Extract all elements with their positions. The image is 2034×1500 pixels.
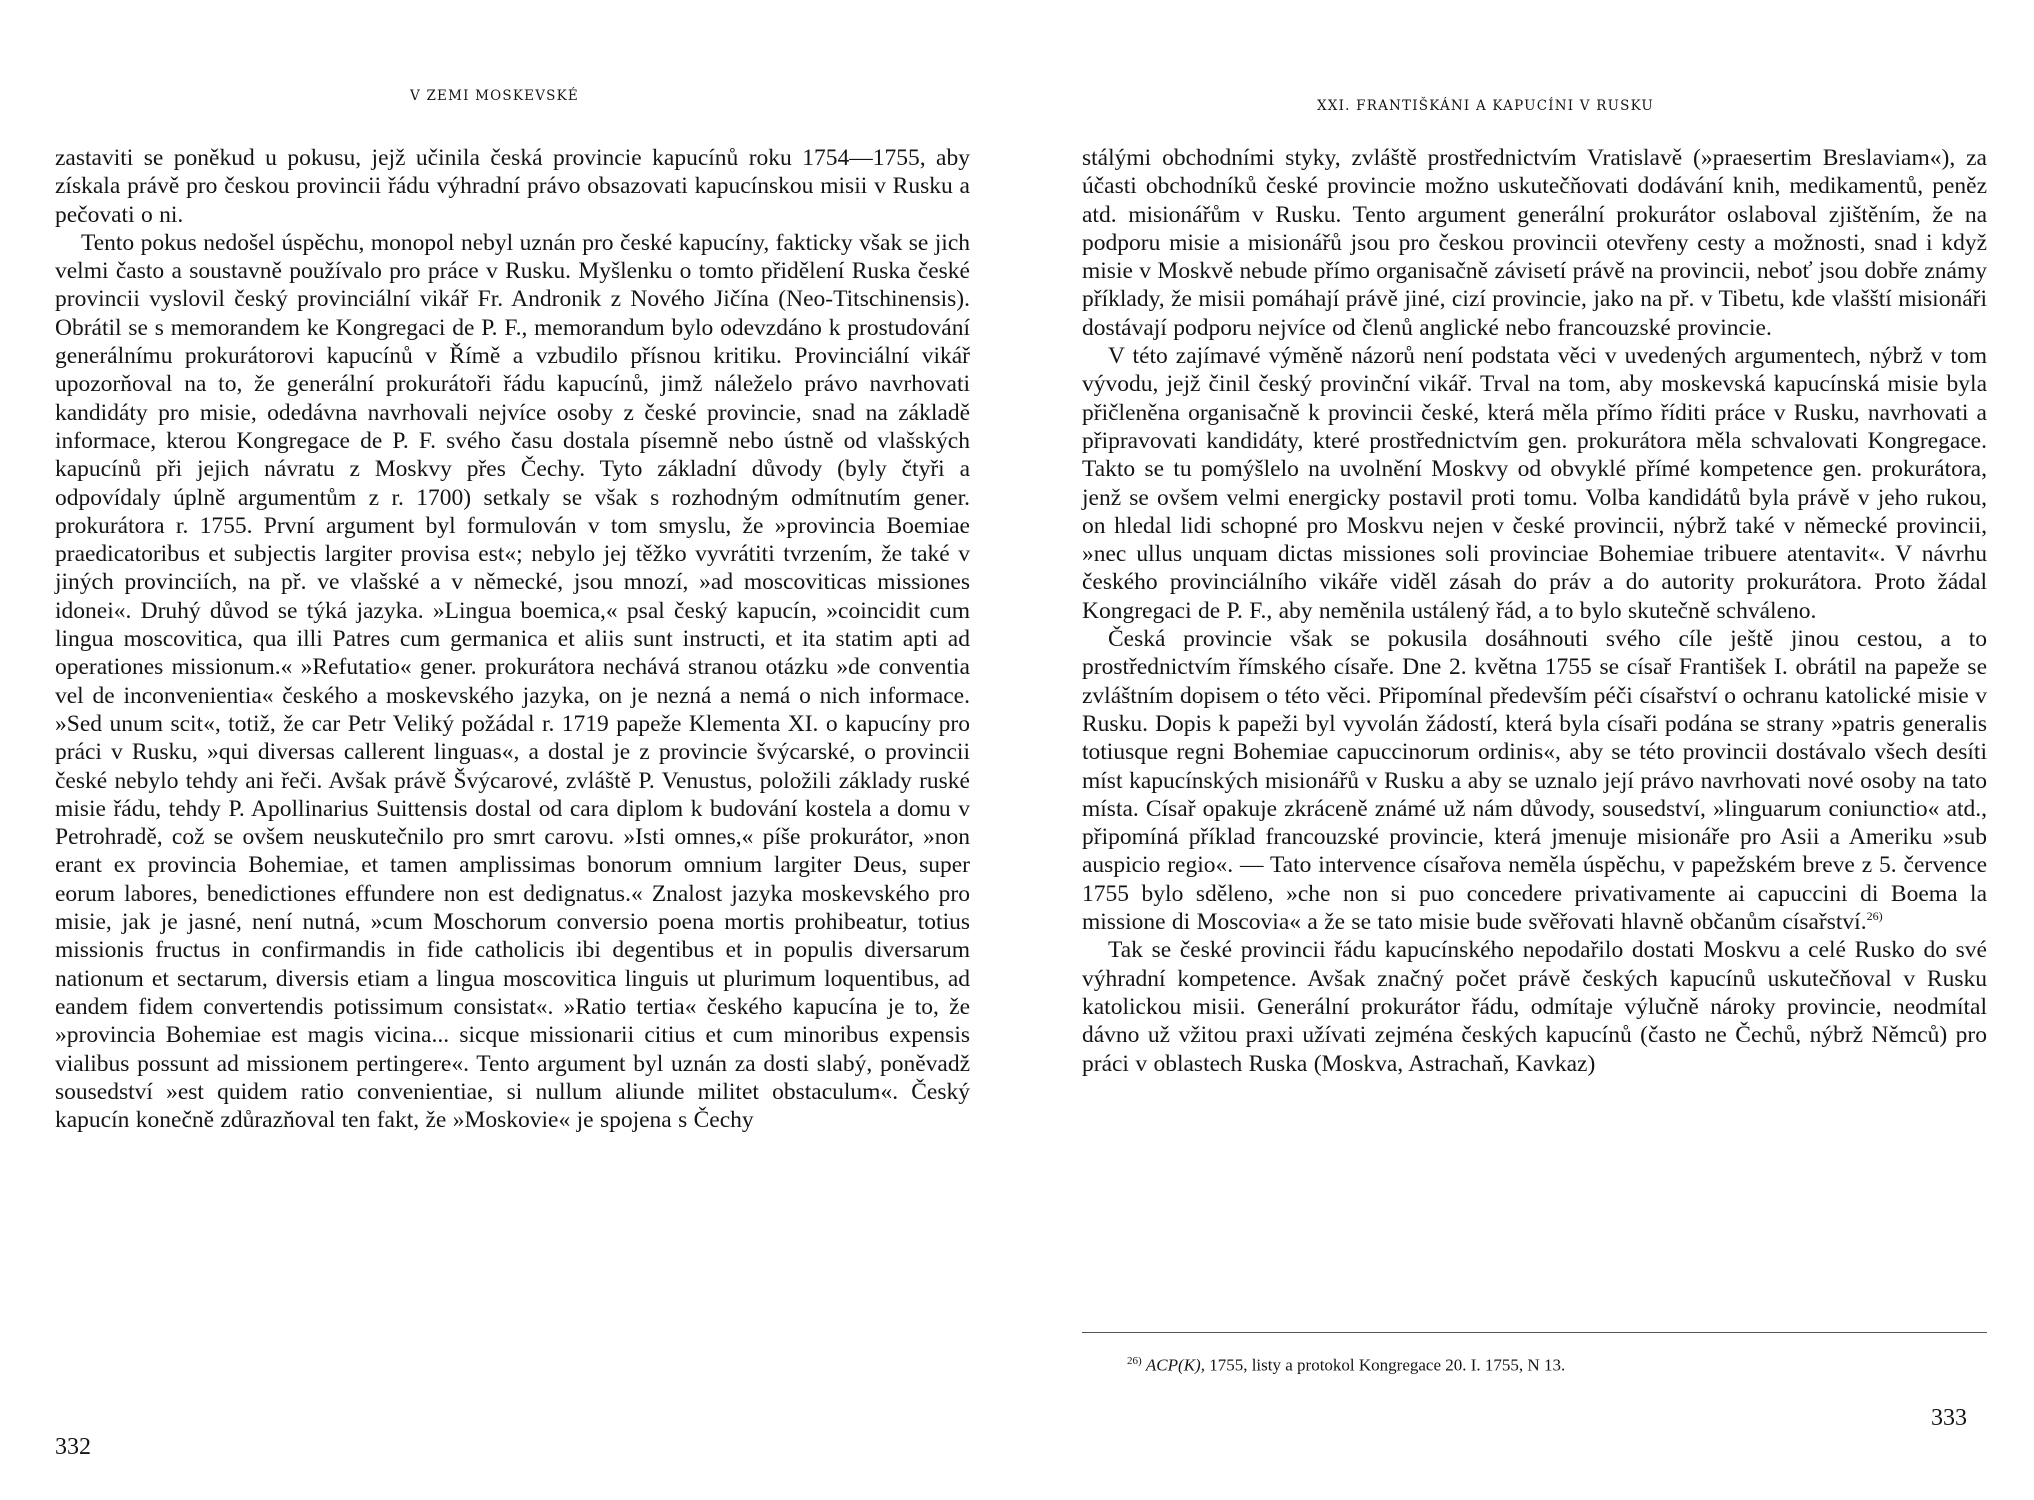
footnote-number: 26): [1127, 1355, 1142, 1367]
paragraph: [1082, 625, 1987, 936]
body-text: [1082, 144, 1987, 1078]
running-head: XXI. FRANTIŠKÁNI A KAPUCÍNI V RUSKU: [1317, 98, 1655, 114]
body-text: [55, 144, 970, 1134]
footnote-marker: 26): [1866, 909, 1883, 924]
page-number: 332: [55, 1434, 91, 1460]
footnote-source: ACP(K),: [1145, 1355, 1205, 1375]
footnote-text: 1755, listy a protokol Kongregace 20. I. 1755, N 13.: [1204, 1355, 1566, 1375]
footnote-rule: [1082, 1332, 1987, 1333]
paragraph: Tento pokus nedošel úspěchu, monopol nebyl uznán pro české kapucíny, fakticky však se jich velmi často a soustavně používalo pro práce v Rusku. Myšlenku o tomto přidělení Ruska české provincii vyslovil český provinciální vikář Fr. Andronik z Nového Jičína (Neo-Titschinensis). Obrátil se s memorandem ke Kongregaci de P. F., memorandum bylo odevzdáno k prostudování generálnímu prokurátorovi kapucínů v Římě a vzbudilo přísnou kritiku. Provinciální vikář upozorňoval na to, že generální prokurátoři řádu kapucínů, jimž náleželo právo navrhovati kandidáty pro misie, odedávna navrhovali nejvíce osoby z české provincie, snad na základě informace, kterou Kongregace de P. F. svého času dostala písemně nebo ústně od vlašských kapucínů při jejich návratu z Moskvy přes Čechy. Tyto základní důvody (byly čtyři a odpovídaly úplně argumentům z r. 1700) setkaly se však s rozhodným odmítnutím gener. prokurátora r. 1755. První argument byl formulován v tom smyslu, že »provincia Boemiae praedicatoribus et subjectis largiter provisa est«; nebylo jej těžko vyvrátiti tvrzením, že také v jiných provinciích, na př. ve vlašské a v německé, jsou mnozí, »ad moscoviticas missiones idonei«. Druhý důvod se týká jazyka. »Lingua boemica,« psal český kapucín, »coincidit cum lingua moscovitica, qua illi Patres cum germanica et aliis sunt instructi, et ita statim apti ad operationes missionum.« »Refutatio« gener. prokurátora nechává stranou otázku »de conventia vel de inconvenientia« českého a moskevského jazyka, on je nezná a nemá o nich informace. »Sed unum scit«, totiž, že car Petr Veliký požádal r. 1719 papeže Klementa XI. o kapucíny pro práci v Rusku, »qui diversas callerent linguas«, a dostal je z provincie švýcarské, o provincii české nebylo tehdy ani řeči. Avšak právě Švýcarové, zvláště P. Venustus, položili základy ruské misie řádu, tehdy P. Apollinarius Suittensis dostal od cara diplom k budování kostela a domu v Petrohradě, což se ovšem neuskutečnilo pro smrt carovu. »Isti omnes,« píše prokurátor, »non erant ex provincia Bohemiae, et tamen amplissimas bonorum omnium largiter Deus, super eorum labores, benedictiones effundere non est dedignatus.« Znalost jazyka moskevského pro misie, jak je jasné, není nutná, »cum Moschorum conversio poena mortis prohibeatur, totius missionis fructus in confirmandis in fide catholicis ibi degentibus et in populis diversarum nationum et sectarum, diversis etiam a lingua moscovitica linguis ut plurimum loquentibus, ad eandem fidem convertendis potissimum consistat«. »Ratio tertia« českého kapucína je to, že »provincia Bohemiae est magis vicina... sicque missionarii citius et cum minoribus expensis vialibus possunt ad missionem pertingere«. Tento argument byl uznán za dosti slabý, poněvadž sousedství »est quidem ratio convenientiae, si nullum aliunde militet obstaculum«. Český kapucín konečně zdůrazňoval ten fakt, že »Moskovie« je spojena s Čechy: [55, 229, 970, 1134]
running-head: V ZEMI MOSKEVSKÉ: [410, 88, 579, 104]
right-page: [1017, 0, 2034, 1500]
paragraph-text: Česká provincie však se pokusila dosáhnouti svého cíle ještě jinou cestou, a to prostřednictvím římského císaře. Dne 2. května 1755 se císař František I. obrátil na papeže se zvláštním dopisem o této věci. Připomínal především péči císařství o ochranu katolické misie v Rusku. Dopis k papeži byl vyvolán žádostí, která byla císaři podána se strany »patris generalis totiusque regni Bohemiae capuccinorum ordinis«, aby se této provincii dostávalo všech desíti míst kapucínských misionářů v Rusku a aby se uznalo její právo navrhovati nové osoby na tato místa. Císař opakuje zkráceně známé už nám důvody, sousedství, »linguarum coniunctio« atd., připomíná příklad francouzské provincie, která jmenuje misionáře pro Asii a Ameriku »sub auspicio regio«. — Tato intervence císařova neměla úspěchu, v papežském breve z 5. července 1755 bylo sděleno, »che non si puo concedere privativamente ai capuccini di Boema la missione di Moscovia« a že se tato misie bude svěřovati hlavně občanům císařství.: [1082, 626, 1987, 936]
paragraph: stálými obchodními styky, zvláště prostřednictvím Vratislavě (»praesertim Breslaviam«), za účasti obchodníků české provincie možno uskutečňovati dodávání knih, medikamentů, peněz atd. misionářům v Rusku. Tento argument generální prokurátor oslaboval zjištěním, že na podporu misie a misionářů jsou pro českou provincii otevřeny cesty a možnosti, snad i když misie v Moskvě nebude přímo organisačně závisetí právě na provincii, neboť jsou dobře známy příklady, že misii pomáhají právě jiné, cizí provincie, jako na př. v Tibetu, kde vlašští misionáři dostávají podporu nejvíce od členů anglické nebo francouzské provincie.: [1082, 145, 1987, 341]
footnote: [1127, 1350, 1987, 1377]
paragraph: zastaviti se poněkud u pokusu, jejž učinila česká provincie kapucínů roku 1754—1755, aby získala právě pro českou provincii řádu výhradní právo obsazovati kapucínskou misii v Rusku a pečovati o ni.: [55, 145, 970, 228]
paragraph: V této zajímavé výměně názorů není podstata věci v uvedených argumentech, nýbrž v tom vývodu, jejž činil český provinční vikář. Trval na tom, aby moskevská kapucínská misie byla přičleněna organisačně k provincii české, která měla přímo říditi práce v Rusku, navrhovati a připravovati kandidáty, které prostřednictvím gen. prokurátora měla schvalovati Kongregace. Takto se tu pomýšlelo na uvolnění Moskvy od obvyklé přímé kompetence gen. prokurátora, jenž se ovšem velmi energicky postavil proti tomu. Volba kandidátů byla právě v jeho rukou, on hledal lidi schopné pro Moskvu nejen v české provincii, nýbrž také v německé provincii, »nec ullus unquam dictas missiones soli provinciae Bohemiae tribuere atentavit«. V návrhu českého provinciálního vikáře viděl zásah do práv a do autority prokurátora. Proto žádal Kongregaci de P. F., aby neměnila ustálený řád, a to bylo skutečně schváleno.: [1082, 343, 1987, 624]
page-number: 333: [1931, 1405, 1967, 1431]
paragraph: Tak se české provincii řádu kapucínského nepodařilo dostati Moskvu a celé Rusko do své výhradní kompetence. Avšak značný počet právě českých kapucínů uskutečňoval v Rusku katolickou misii. Generální prokurátor řádu, odmítaje výlučně nároky provincie, neodmítal dávno už vžitou praxi užívati zejména českých kapucínů (často ne Čechů, nýbrž Němců) pro práci v oblastech Ruska (Moskva, Astrachaň, Kavkaz): [1082, 937, 1987, 1077]
